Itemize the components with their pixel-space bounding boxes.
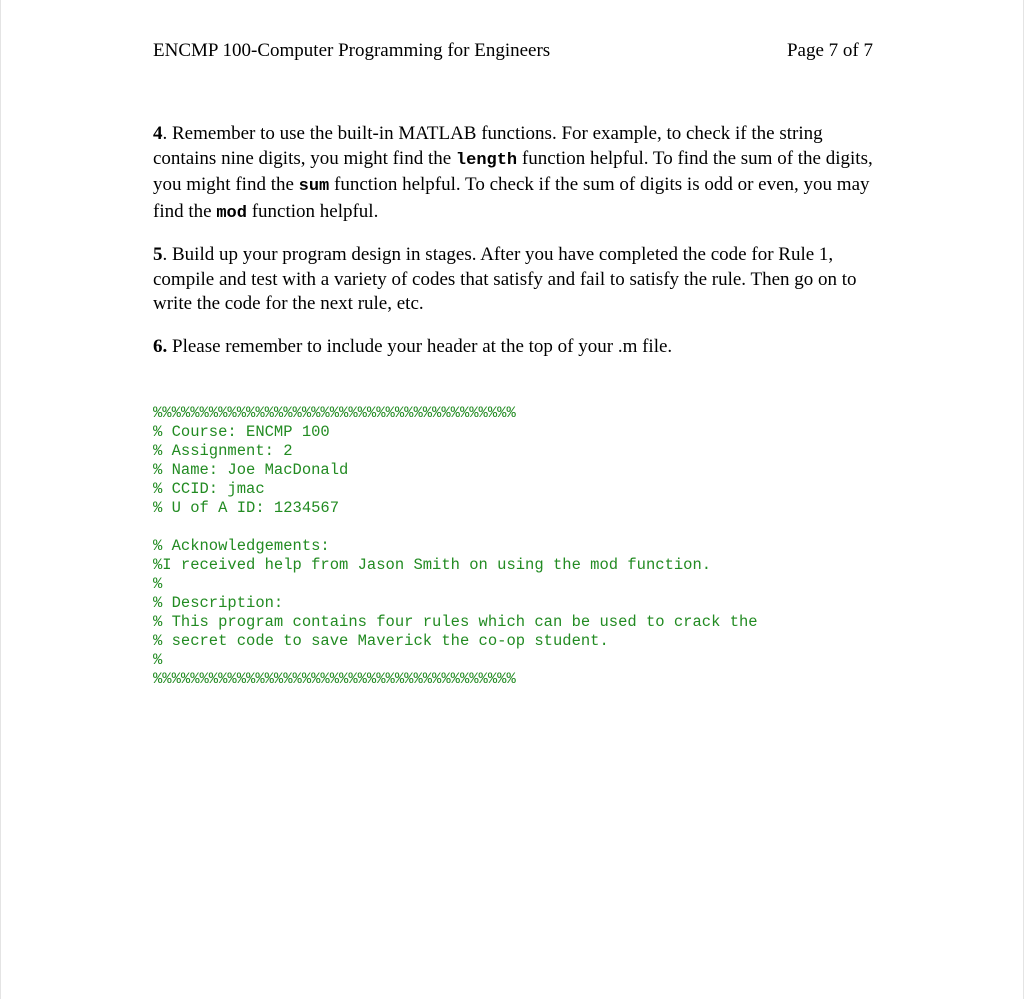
code-line: % U of A ID: 1234567 — [153, 499, 340, 517]
paragraph-text: . Remember to use the built-in MATLAB functions. For example, to check if the string contains nine digits, you might find the — [153, 123, 823, 169]
code-line: % CCID: jmac — [153, 480, 265, 498]
paragraph-4 — [153, 122, 875, 226]
paragraph-text: . Build up your program design in stages. After you have completed the code for Rule 1, compile and test with a variety of codes that satisfy and fail to satisfy the rule. Then go on to write the code for the next rule, etc. — [153, 244, 857, 314]
paragraph-6 — [153, 335, 875, 360]
code-line: %%%%%%%%%%%%%%%%%%%%%%%%%%%%%%%%%%%%%%% — [153, 670, 516, 688]
course-title: ENCMP 100-Computer Programming for Engineers — [153, 40, 551, 61]
code-line: % This program contains four rules which can be used to crack the — [153, 613, 758, 631]
paragraph-text: function helpful. — [246, 200, 379, 222]
code-line: % secret code to save Maverick the co-op student. — [153, 632, 609, 650]
code-line: % Assignment: 2 — [153, 442, 293, 460]
paragraph-5 — [153, 243, 875, 317]
item-number: 4 — [153, 123, 163, 144]
code-line: % Description: — [153, 594, 284, 612]
code-line — [153, 518, 758, 537]
code-line: %%%%%%%%%%%%%%%%%%%%%%%%%%%%%%%%%%%%%%% — [153, 404, 516, 422]
item-number: 5 — [153, 244, 163, 265]
code-keyword-sum: sum — [298, 177, 330, 196]
paragraph-text: Please remember to include your header at the top of your .m file. — [167, 336, 673, 357]
item-number: 6. — [153, 336, 168, 357]
code-line: % — [153, 651, 163, 669]
code-keyword-mod: mod — [216, 203, 247, 223]
code-line: % — [153, 575, 163, 593]
code-line: % Course: ENCMP 100 — [153, 423, 330, 441]
code-keyword-length: length — [455, 150, 518, 170]
matlab-header-code-block — [153, 404, 758, 689]
paragraph-text: function helpful. To find the sum of the digits, you might find the — [153, 147, 873, 195]
paragraph-text: function helpful. To check if the sum of digits is odd or even, you may find the — [153, 174, 870, 222]
code-line: % Name: Joe MacDonald — [153, 461, 349, 479]
code-line: % Acknowledgements: — [153, 537, 330, 555]
code-line: %I received help from Jason Smith on using the mod function. — [153, 556, 712, 574]
page-number: Page 7 of 7 — [786, 40, 873, 61]
